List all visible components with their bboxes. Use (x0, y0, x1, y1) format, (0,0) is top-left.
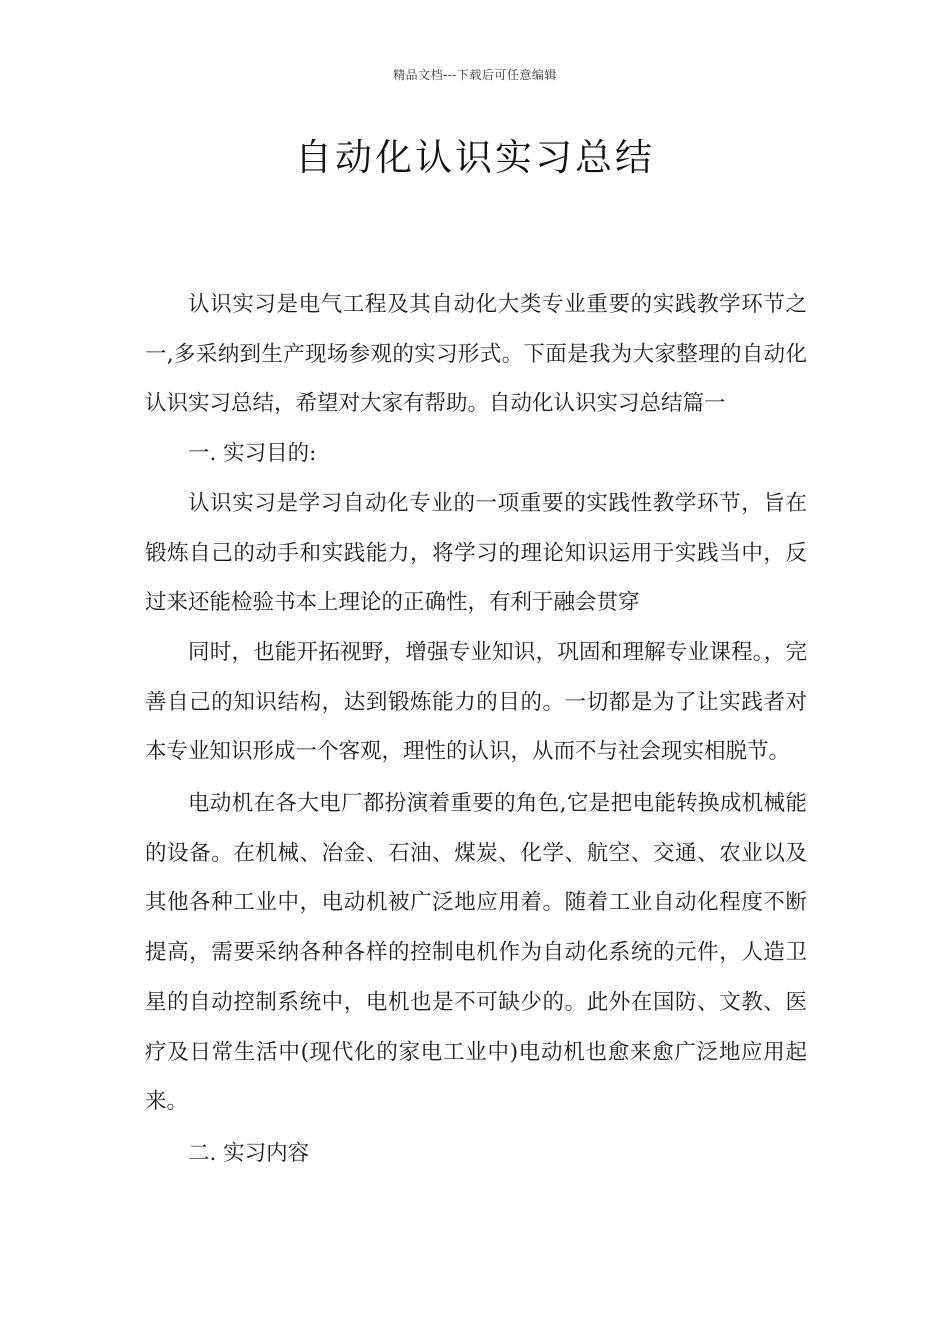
paragraph-purpose-continued: 同时，也能开拓视野，增强专业知识，巩固和理解专业课程。，完善自己的知识结构，达到锻炼能力的目的。一切都是为了让实践者对本专业知识形成一个客观，理性的认识，从而不与社会现实相脱节。 (145, 639, 807, 765)
document-body (145, 280, 807, 1179)
section-heading-purpose: 一. 实习目的: (188, 441, 317, 467)
header-note: 精品文档---下载后可任意编辑 (393, 68, 557, 82)
paragraph-purpose: 认识实习是学习自动化专业的一项重要的实践性教学环节，旨在锻炼自己的动手和实践能力，将学习的理论知识运用于实践当中，反过来还能检验书本上理论的正确性，有利于融会贯穿 (145, 490, 807, 616)
document-title: 自动化认识实习总结 (295, 136, 655, 179)
paragraph-motor: 电动机在各大电厂都扮演着重要的角色,它是把电能转换成机械能的设备。在机械、冶金、石油、煤炭、化学、航空、交通、农业以及其他各种工业中，电动机被广泛地应用着。随着工业自动化程度不断提高，需要采纳各种各样的控制电机作为自动化系统的元件，人造卫星的自动控制系统中，电机也是不可缺少的。此外在国防、文教、医疗及日常生活中(现代化的家电工业中)电动机也愈来愈广泛地应用起来。 (145, 791, 807, 1115)
section-heading-content: 二. 实习内容 (188, 1140, 310, 1166)
paragraph-intro: 认识实习是电气工程及其自动化大类专业重要的实践教学环节之一,多采纳到生产现场参观的实习形式。下面是我为大家整理的自动化认识实习总结，希望对大家有帮助。自动化认识实习总结篇一 (145, 292, 807, 417)
